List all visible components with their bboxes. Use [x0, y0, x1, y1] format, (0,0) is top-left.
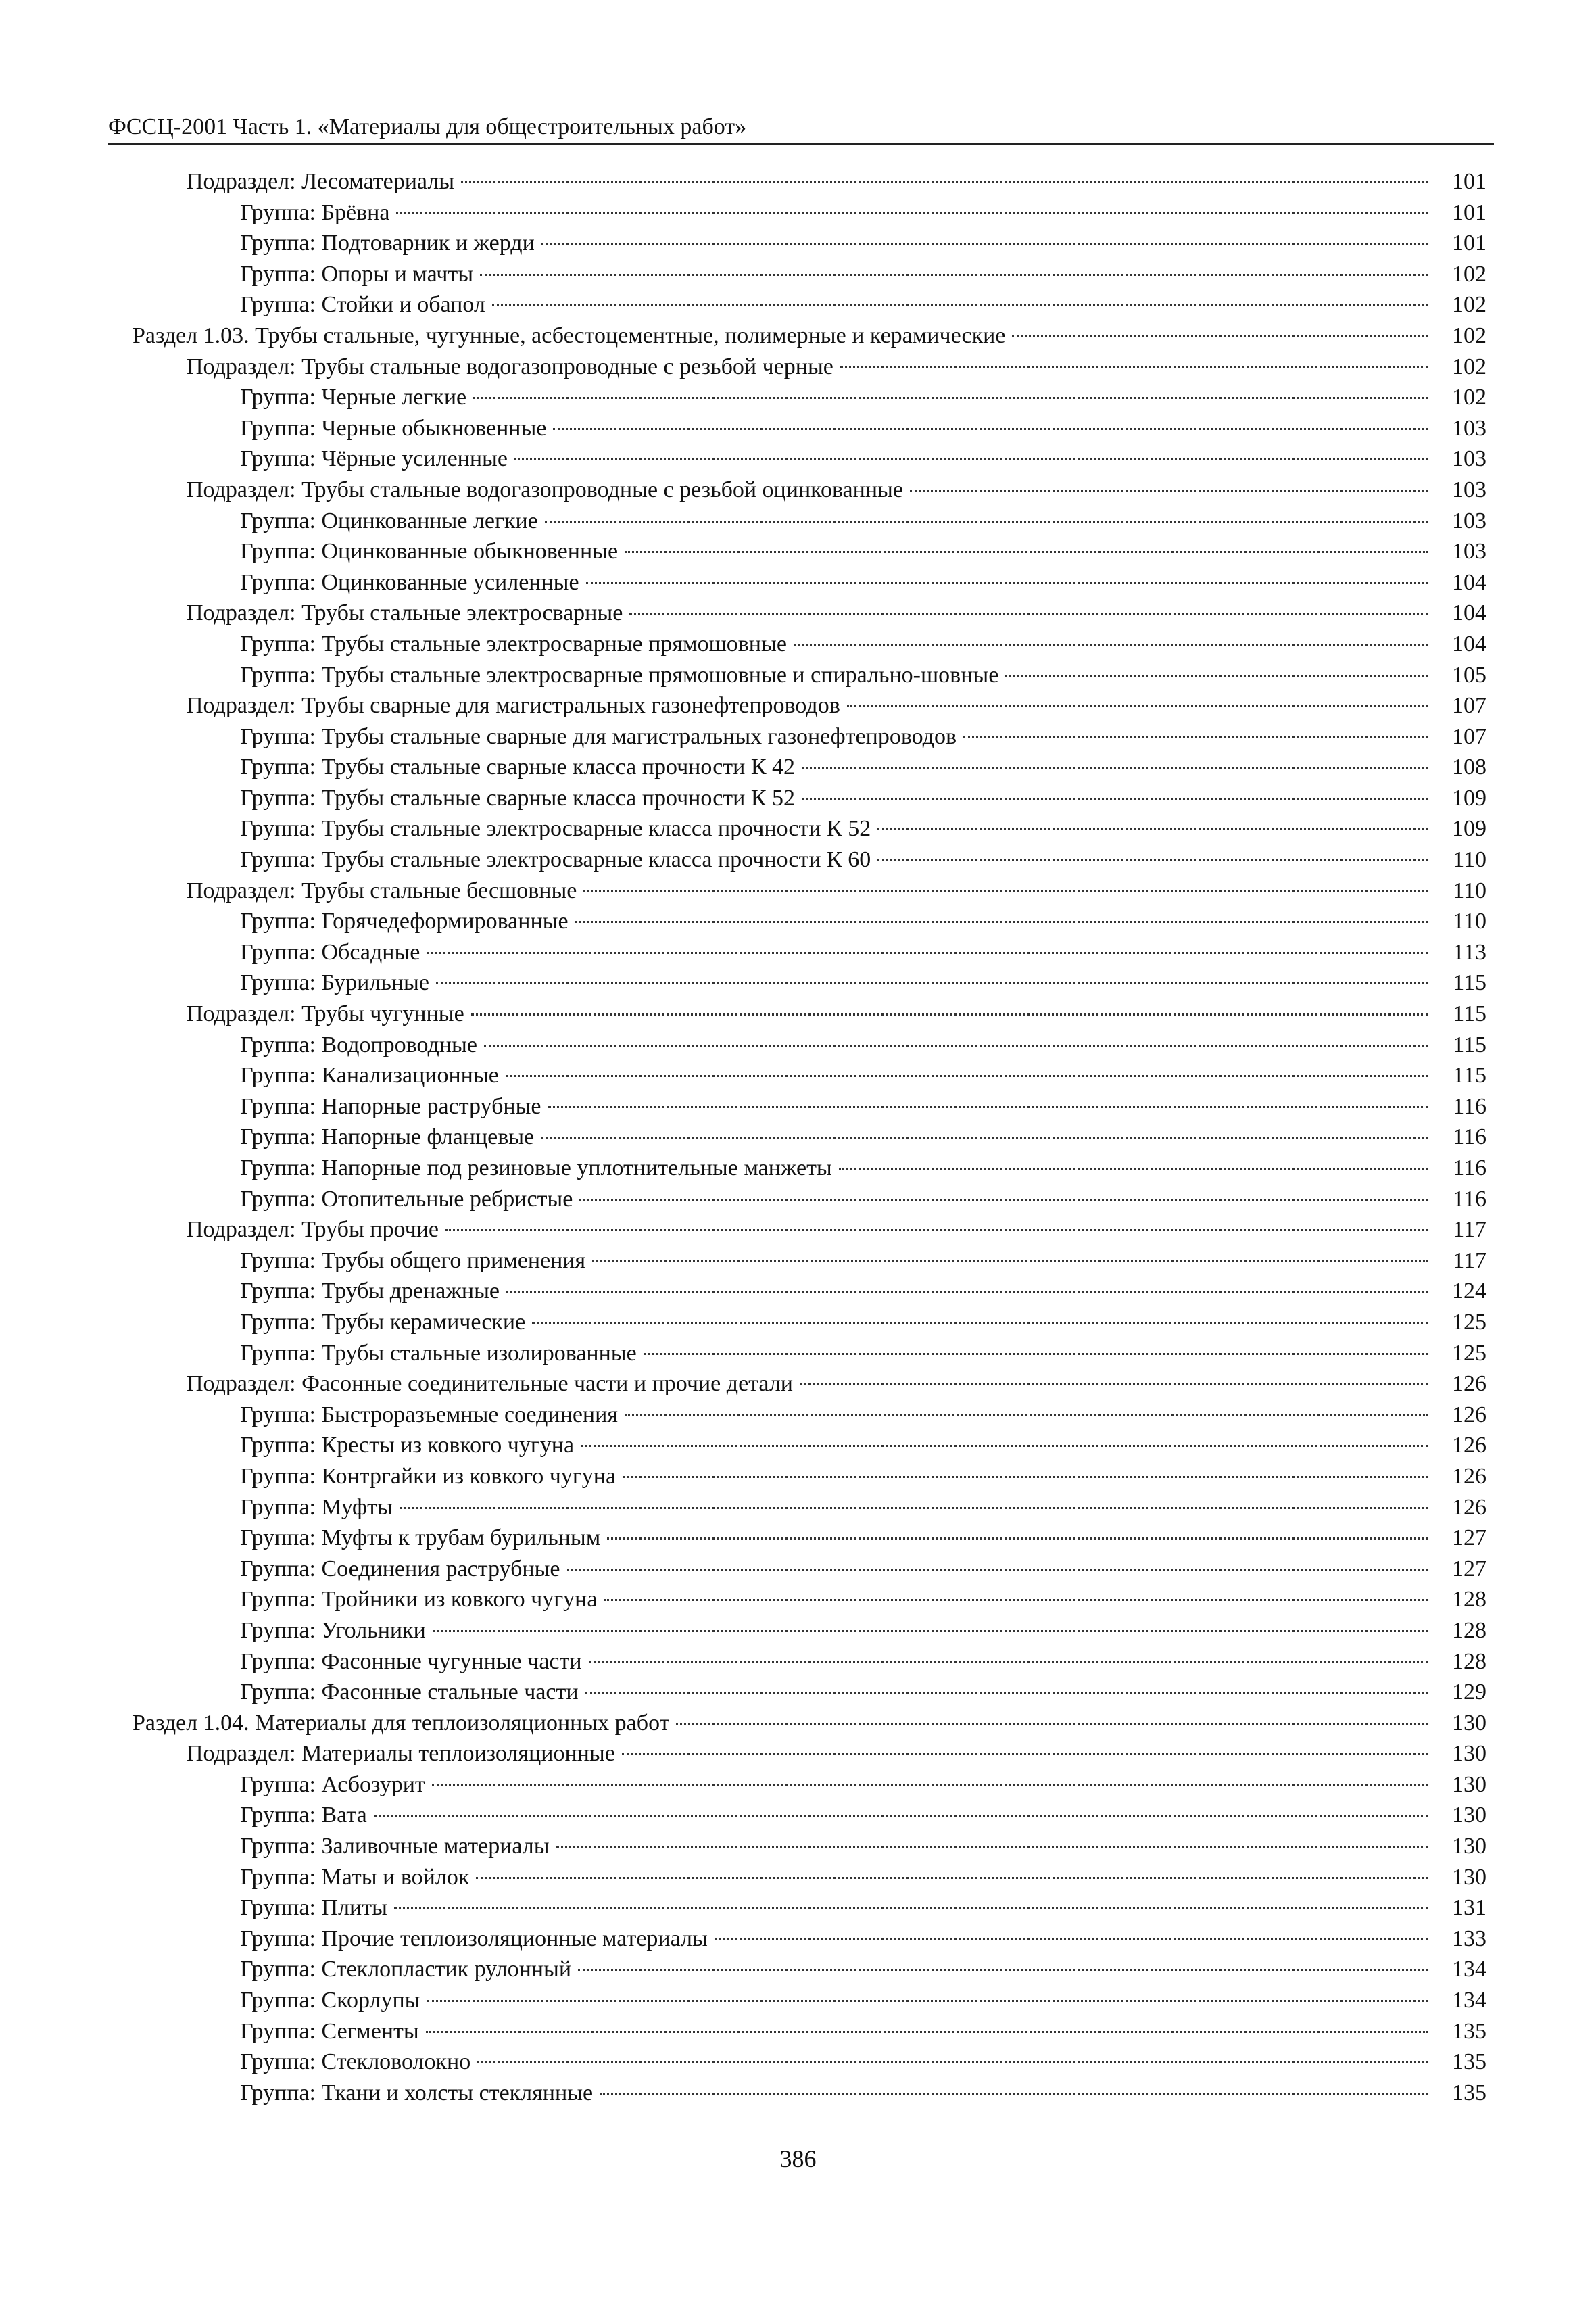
toc-entry-page: 135	[1452, 2049, 1486, 2075]
dot-leader	[877, 828, 1428, 830]
toc-entry-group	[0, 783, 1596, 814]
toc-entry-page: 102	[1452, 261, 1486, 287]
toc-entry-label: Группа: Трубы стальные электросварные прямошовные и спирально-шовные	[240, 662, 999, 688]
toc-entry-page: 125	[1452, 1340, 1486, 1366]
dot-leader	[592, 1260, 1428, 1262]
toc-entry-label: Группа: Водопроводные	[240, 1032, 477, 1057]
toc-entry-label: Группа: Канализационные	[240, 1063, 499, 1089]
dot-leader	[839, 1168, 1428, 1170]
toc-entry-label: Группа: Трубы стальные изолированные	[240, 1340, 637, 1366]
dot-leader	[583, 890, 1428, 892]
dot-leader	[715, 1938, 1428, 1940]
toc-entry-page: 134	[1452, 1988, 1486, 2013]
toc-entry-group	[0, 1924, 1596, 1955]
toc-entry-label: Группа: Черные легкие	[240, 385, 467, 410]
dot-leader	[426, 2031, 1428, 2033]
dot-leader	[436, 982, 1428, 984]
toc-entry-label: Группа: Сегменты	[240, 2018, 419, 2044]
toc-entry-label: Группа: Горячедеформированные	[240, 909, 569, 934]
dot-leader	[802, 798, 1428, 800]
toc-entry-subsection	[0, 1738, 1596, 1769]
dot-leader	[461, 181, 1428, 183]
toc-entry-group	[0, 813, 1596, 844]
dot-leader	[589, 1661, 1428, 1663]
toc-entry-page: 102	[1452, 323, 1486, 348]
toc-entry-page: 117	[1453, 1217, 1486, 1243]
dot-leader	[567, 1569, 1428, 1571]
toc-entry-page: 102	[1452, 385, 1486, 410]
toc-entry-page: 126	[1452, 1402, 1486, 1427]
toc-entry-label: Подраздел: Трубы стальные водогазопроводные с резьбой оцинкованные	[187, 477, 903, 502]
toc-entry-group	[0, 1060, 1596, 1091]
dot-leader	[476, 1877, 1428, 1879]
table-of-contents	[0, 166, 1596, 2108]
toc-entry-label: Группа: Трубы керамические	[240, 1309, 526, 1335]
toc-entry-group	[0, 752, 1596, 783]
toc-entry-page: 130	[1452, 1710, 1486, 1736]
dot-leader	[794, 644, 1428, 646]
toc-entry-label: Подраздел: Фасонные соединительные части и прочие детали	[187, 1371, 793, 1397]
toc-entry-subsection	[0, 1214, 1596, 1245]
dot-leader	[578, 1969, 1428, 1971]
dot-leader	[432, 1784, 1428, 1786]
toc-entry-subsection	[0, 352, 1596, 383]
toc-entry-group	[0, 1677, 1596, 1708]
toc-entry-label: Группа: Угольники	[240, 1617, 426, 1643]
dot-leader	[607, 1537, 1428, 1540]
toc-entry-page: 126	[1452, 1433, 1486, 1458]
dot-leader	[506, 1291, 1428, 1293]
toc-entry-page: 115	[1453, 1032, 1486, 1057]
toc-entry-page: 129	[1452, 1679, 1486, 1705]
toc-entry-group	[0, 844, 1596, 876]
toc-entry-label: Группа: Отопительные ребристые	[240, 1186, 573, 1212]
toc-entry-label: Подраздел: Трубы сварные для магистральных газонефтепроводов	[187, 693, 840, 719]
toc-entry-label: Группа: Маты и войлок	[240, 1864, 470, 1890]
toc-entry-page: 115	[1453, 1063, 1486, 1089]
toc-entry-label: Подраздел: Трубы стальные бесшовные	[187, 878, 577, 903]
toc-entry-page: 126	[1452, 1463, 1486, 1489]
toc-entry-page: 109	[1452, 785, 1486, 811]
toc-entry-group	[0, 1122, 1596, 1153]
toc-entry-group	[0, 1276, 1596, 1307]
toc-entry-label: Группа: Стеклопластик рулонный	[240, 1957, 572, 1982]
toc-entry-group	[0, 536, 1596, 567]
dot-leader	[532, 1322, 1428, 1324]
toc-entry-group	[0, 1492, 1596, 1523]
toc-entry-subsection	[0, 999, 1596, 1030]
toc-entry-group	[0, 1523, 1596, 1554]
dot-leader	[575, 921, 1428, 923]
dot-leader	[877, 859, 1428, 861]
dot-leader	[585, 1692, 1428, 1694]
toc-entry-label: Группа: Фасонные чугунные части	[240, 1648, 582, 1674]
toc-entry-group	[0, 1615, 1596, 1646]
dot-leader	[548, 1106, 1428, 1108]
toc-entry-page: 102	[1452, 292, 1486, 318]
toc-entry-page: 126	[1452, 1494, 1486, 1520]
toc-entry-page: 102	[1452, 354, 1486, 379]
toc-entry-page: 107	[1452, 723, 1486, 749]
toc-entry-page: 101	[1452, 199, 1486, 225]
toc-entry-group	[0, 1769, 1596, 1800]
toc-entry-group	[0, 382, 1596, 413]
toc-entry-group	[0, 1091, 1596, 1122]
toc-entry-label: Группа: Чёрные усиленные	[240, 446, 508, 472]
toc-entry-label: Группа: Трубы стальные сварные для магистральных газонефтепроводов	[240, 723, 957, 749]
dot-leader	[625, 1414, 1428, 1416]
toc-entry-label: Группа: Контргайки из ковкого чугуна	[240, 1463, 616, 1489]
toc-entry-label: Подраздел: Трубы прочие	[187, 1217, 439, 1243]
toc-entry-group	[0, 444, 1596, 475]
toc-entry-page: 101	[1452, 231, 1486, 256]
toc-entry-group	[0, 721, 1596, 753]
toc-entry-group	[0, 1400, 1596, 1431]
dot-leader	[623, 1476, 1428, 1478]
toc-entry-label: Группа: Стекловолокно	[240, 2049, 471, 2075]
dot-leader	[477, 2061, 1428, 2063]
toc-entry-page: 101	[1452, 169, 1486, 194]
dot-leader	[556, 1846, 1428, 1848]
toc-entry-label: Группа: Трубы стальные электросварные класса прочности К 60	[240, 847, 871, 873]
toc-entry-group	[0, 660, 1596, 691]
dot-leader	[579, 1199, 1428, 1201]
toc-entry-page: 127	[1452, 1556, 1486, 1581]
toc-entry-subsection	[0, 876, 1596, 907]
toc-entry-page: 124	[1452, 1279, 1486, 1304]
toc-entry-group	[0, 1554, 1596, 1585]
toc-entry-group	[0, 968, 1596, 999]
toc-entry-page: 128	[1452, 1648, 1486, 1674]
toc-entry-group	[0, 1338, 1596, 1369]
toc-entry-page: 103	[1452, 477, 1486, 502]
toc-entry-subsection	[0, 690, 1596, 721]
toc-entry-group	[0, 1307, 1596, 1338]
dot-leader	[374, 1815, 1428, 1817]
toc-entry-page: 130	[1452, 1741, 1486, 1767]
dot-leader	[396, 212, 1428, 214]
toc-entry-page: 113	[1453, 939, 1486, 965]
toc-entry-label: Группа: Оцинкованные легкие	[240, 508, 538, 533]
toc-entry-label: Группа: Трубы стальные электросварные класса прочности К 52	[240, 816, 871, 842]
toc-entry-label: Подраздел: Трубы стальные электросварные	[187, 600, 623, 626]
toc-entry-page: 116	[1453, 1093, 1486, 1119]
dot-leader	[676, 1723, 1428, 1725]
toc-entry-group	[0, 1831, 1596, 1862]
toc-entry-page: 103	[1452, 539, 1486, 565]
toc-entry-page: 125	[1452, 1309, 1486, 1335]
dot-leader	[394, 1907, 1428, 1909]
toc-entry-page: 135	[1452, 2080, 1486, 2105]
toc-entry-page: 128	[1452, 1617, 1486, 1643]
toc-entry-page: 116	[1453, 1124, 1486, 1150]
toc-entry-group	[0, 2047, 1596, 2078]
toc-entry-group	[0, 2016, 1596, 2047]
toc-entry-group	[0, 259, 1596, 290]
toc-entry-group	[0, 1646, 1596, 1677]
toc-entry-subsection	[0, 598, 1596, 629]
toc-entry-label: Группа: Заливочные материалы	[240, 1834, 550, 1859]
toc-entry-page: 116	[1453, 1155, 1486, 1180]
dot-leader	[541, 1137, 1428, 1139]
dot-leader	[604, 1599, 1428, 1601]
dot-leader	[581, 1445, 1428, 1447]
dot-leader	[514, 458, 1428, 460]
toc-entry-label: Группа: Вата	[240, 1803, 367, 1828]
toc-entry-label: Группа: Стойки и обапол	[240, 292, 485, 318]
toc-entry-page: 104	[1452, 569, 1486, 595]
toc-entry-label: Группа: Асбозурит	[240, 1771, 425, 1797]
toc-entry-label: Группа: Кресты из ковкого чугуна	[240, 1433, 575, 1458]
dot-leader	[629, 613, 1428, 615]
toc-entry-group	[0, 937, 1596, 968]
toc-entry-page: 115	[1453, 1001, 1486, 1027]
toc-entry-group	[0, 1153, 1596, 1184]
toc-entry-page: 126	[1452, 1371, 1486, 1397]
toc-entry-label: Группа: Быстроразъемные соединения	[240, 1402, 618, 1427]
dot-leader	[622, 1753, 1428, 1755]
toc-entry-page: 130	[1452, 1864, 1486, 1890]
toc-entry-page: 135	[1452, 2018, 1486, 2044]
toc-entry-page: 115	[1453, 970, 1486, 996]
dot-leader	[545, 521, 1428, 523]
toc-entry-label: Группа: Трубы стальные электросварные прямошовные	[240, 631, 787, 657]
toc-entry-label: Группа: Напорные раструбные	[240, 1093, 541, 1119]
toc-entry-label: Группа: Бурильные	[240, 970, 429, 996]
toc-entry-page: 130	[1452, 1771, 1486, 1797]
toc-entry-group	[0, 1862, 1596, 1893]
toc-entry-label: Подраздел: Материалы теплоизоляционные	[187, 1741, 615, 1767]
toc-entry-group	[0, 629, 1596, 660]
toc-entry-label: Группа: Оцинкованные обыкновенные	[240, 539, 619, 565]
toc-entry-group	[0, 1584, 1596, 1615]
dot-leader	[541, 243, 1428, 245]
toc-entry-page: 103	[1452, 508, 1486, 533]
dot-leader	[427, 952, 1428, 954]
toc-entry-page: 104	[1452, 631, 1486, 657]
toc-entry-page: 108	[1452, 755, 1486, 780]
dot-leader	[400, 1507, 1428, 1509]
toc-entry-label: Подраздел: Трубы чугунные	[187, 1001, 464, 1027]
toc-entry-label: Группа: Опоры и мачты	[240, 261, 474, 287]
toc-entry-page: 110	[1453, 909, 1486, 934]
toc-entry-label: Группа: Скорлупы	[240, 1988, 420, 2013]
dot-leader	[1005, 675, 1428, 677]
dot-leader	[840, 366, 1428, 368]
toc-entry-group	[0, 906, 1596, 937]
toc-entry-group	[0, 1030, 1596, 1061]
toc-entry-page: 130	[1452, 1834, 1486, 1859]
dot-leader	[471, 1013, 1428, 1016]
toc-entry-group	[0, 506, 1596, 537]
toc-entry-label: Группа: Прочие теплоизоляционные материалы	[240, 1926, 708, 1951]
toc-entry-group	[0, 1461, 1596, 1492]
toc-entry-page: 131	[1452, 1895, 1486, 1921]
toc-entry-page: 127	[1452, 1525, 1486, 1551]
toc-entry-group	[0, 197, 1596, 229]
dot-leader	[847, 705, 1428, 707]
toc-entry-page: 109	[1452, 816, 1486, 842]
toc-entry-group	[0, 1430, 1596, 1461]
toc-entry-group	[0, 1800, 1596, 1831]
toc-entry-page: 103	[1452, 415, 1486, 441]
toc-entry-section	[0, 320, 1596, 352]
dot-leader	[963, 736, 1428, 738]
dot-leader	[506, 1075, 1428, 1077]
dot-leader	[427, 2000, 1428, 2002]
dot-leader	[484, 1045, 1428, 1047]
toc-entry-label: Подраздел: Лесоматериалы	[187, 169, 455, 194]
dot-leader	[910, 490, 1428, 492]
toc-entry-label: Группа: Оцинкованные усиленные	[240, 569, 579, 595]
toc-entry-group	[0, 1184, 1596, 1215]
toc-entry-group	[0, 2078, 1596, 2109]
toc-entry-group	[0, 1245, 1596, 1276]
toc-entry-label: Группа: Муфты	[240, 1494, 393, 1520]
toc-entry-section	[0, 1708, 1596, 1739]
toc-entry-subsection	[0, 1368, 1596, 1400]
toc-entry-label: Группа: Трубы дренажные	[240, 1279, 500, 1304]
dot-leader	[553, 428, 1428, 430]
toc-entry-label: Группа: Плиты	[240, 1895, 387, 1921]
toc-entry-label: Группа: Соединения раструбные	[240, 1556, 560, 1581]
toc-entry-group	[0, 1892, 1596, 1924]
toc-entry-group	[0, 289, 1596, 320]
toc-entry-label: Группа: Напорные под резиновые уплотнительные манжеты	[240, 1155, 832, 1180]
toc-entry-page: 116	[1453, 1186, 1486, 1212]
toc-entry-label: Группа: Обсадные	[240, 939, 420, 965]
toc-entry-page: 104	[1452, 600, 1486, 626]
toc-entry-label: Раздел 1.03. Трубы стальные, чугунные, асбестоцементные, полимерные и керамические	[132, 323, 1006, 348]
dot-leader	[1012, 335, 1428, 337]
toc-entry-page: 117	[1453, 1247, 1486, 1273]
toc-entry-page: 110	[1453, 847, 1486, 873]
toc-entry-group	[0, 228, 1596, 259]
dot-leader	[800, 1383, 1428, 1385]
toc-entry-subsection	[0, 166, 1596, 197]
toc-entry-subsection	[0, 475, 1596, 506]
toc-entry-label: Группа: Трубы стальные сварные класса прочности К 42	[240, 755, 796, 780]
toc-entry-label: Подраздел: Трубы стальные водогазопроводные с резьбой черные	[187, 354, 833, 379]
dot-leader	[492, 304, 1428, 306]
dot-leader	[600, 2093, 1428, 2095]
toc-entry-page: 103	[1452, 446, 1486, 472]
toc-entry-page: 107	[1452, 693, 1486, 719]
dot-leader	[480, 274, 1428, 276]
dot-leader	[473, 397, 1428, 399]
toc-entry-label: Раздел 1.04. Материалы для теплоизоляционных работ	[132, 1710, 670, 1736]
dot-leader	[802, 767, 1428, 769]
toc-entry-label: Группа: Напорные фланцевые	[240, 1124, 535, 1150]
toc-entry-label: Группа: Трубы общего применения	[240, 1247, 586, 1273]
dot-leader	[433, 1630, 1428, 1632]
toc-entry-page: 110	[1453, 878, 1486, 903]
toc-entry-group	[0, 1985, 1596, 2016]
dot-leader	[625, 551, 1428, 553]
toc-entry-page: 133	[1452, 1926, 1486, 1951]
dot-leader	[644, 1353, 1428, 1355]
toc-entry-group	[0, 413, 1596, 444]
toc-entry-label: Группа: Тройники из ковкого чугуна	[240, 1587, 598, 1613]
toc-entry-label: Группа: Подтоварник и жерди	[240, 231, 535, 256]
toc-entry-label: Группа: Ткани и холсты стеклянные	[240, 2080, 594, 2105]
toc-entry-page: 134	[1452, 1957, 1486, 1982]
toc-entry-label: Группа: Фасонные стальные части	[240, 1679, 579, 1705]
toc-entry-page: 128	[1452, 1587, 1486, 1613]
dot-leader	[445, 1229, 1428, 1231]
toc-entry-page: 105	[1452, 662, 1486, 688]
toc-entry-label: Группа: Черные обыкновенные	[240, 415, 547, 441]
toc-entry-label: Группа: Брёвна	[240, 199, 390, 225]
toc-entry-group	[0, 1954, 1596, 1985]
document-title: ФССЦ-2001 Часть 1. «Материалы для общестроительных работ»	[108, 114, 747, 139]
toc-entry-label: Группа: Трубы стальные сварные класса прочности К 52	[240, 785, 796, 811]
dot-leader	[586, 582, 1428, 584]
page-number: 386	[779, 2145, 817, 2172]
toc-entry-page: 130	[1452, 1803, 1486, 1828]
toc-entry-label: Группа: Муфты к трубам бурильным	[240, 1525, 601, 1551]
page-header	[108, 114, 1494, 145]
toc-entry-group	[0, 567, 1596, 598]
